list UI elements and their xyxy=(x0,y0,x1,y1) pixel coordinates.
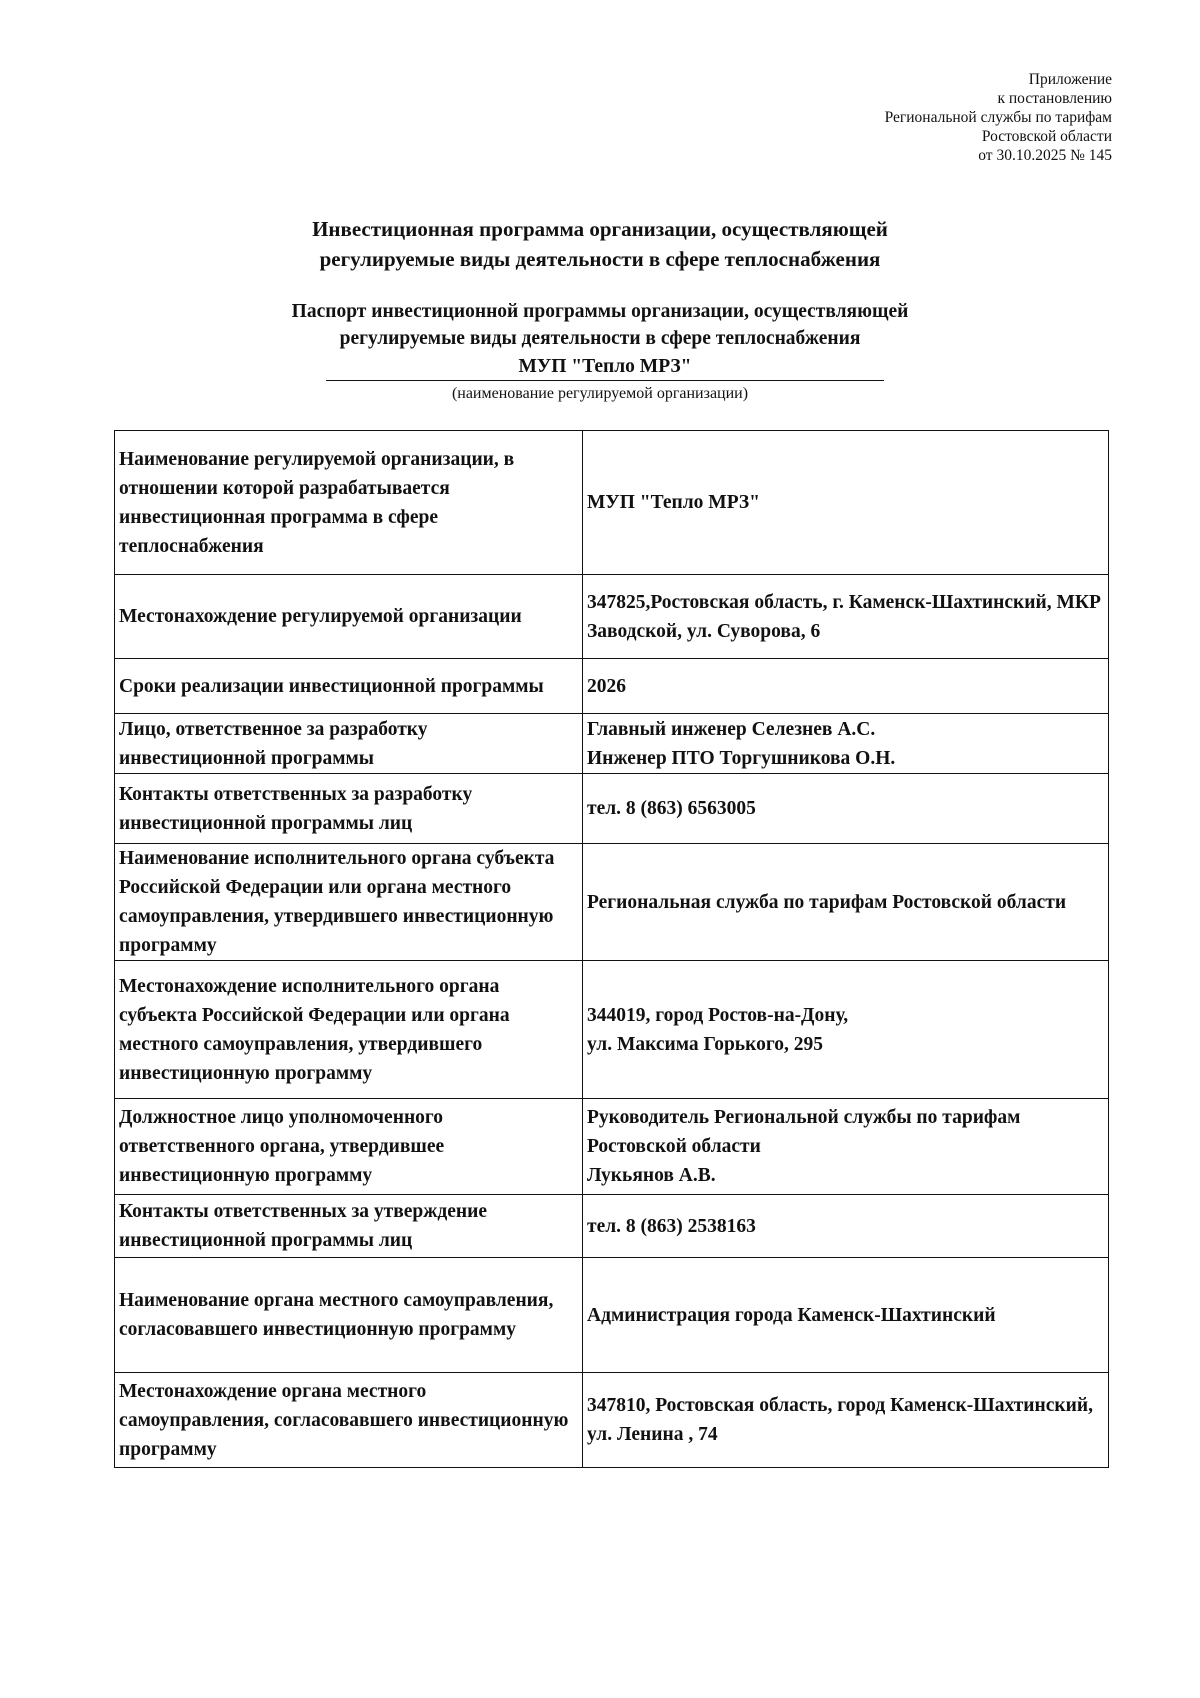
row-value: тел. 8 (863) 6563005 xyxy=(583,774,1109,844)
row-value: Руководитель Региональной службы по тарифам Ростовской области Лукьянов А.В. xyxy=(583,1099,1109,1195)
appendix-line: Приложение xyxy=(1028,71,1112,88)
row-label: Наименование исполнительного органа субъекта Российской Федерации или органа местного самоуправления, утвердившего инвестиционную программу xyxy=(115,844,583,961)
passport-heading xyxy=(0,298,1200,352)
passport-table xyxy=(114,430,1109,1468)
appendix-line: Ростовской области xyxy=(981,128,1112,145)
table-row xyxy=(115,714,1109,774)
row-label: Должностное лицо уполномоченного ответственного органа, утвердившее инвестиционную программу xyxy=(115,1099,583,1195)
table-row xyxy=(115,1258,1109,1373)
title-line-2: регулируемые виды деятельности в сфере теплоснабжения xyxy=(319,247,881,271)
table-row xyxy=(115,1195,1109,1258)
title-line-1: Инвестиционная программа организации, осуществляющей xyxy=(312,217,888,241)
row-value: 347825,Ростовская область, г. Каменск-Шахтинский, МКР Заводской, ул. Суворова, 6 xyxy=(583,575,1109,659)
row-label: Сроки реализации инвестиционной программы xyxy=(115,659,583,714)
appendix-line: от 30.10.2025 № 145 xyxy=(978,147,1112,164)
row-value: Региональная служба по тарифам Ростовской области xyxy=(583,844,1109,961)
table-row xyxy=(115,1099,1109,1195)
table-row xyxy=(115,431,1109,575)
row-label: Местонахождение органа местного самоуправления, согласовавшего инвестиционную программу xyxy=(115,1373,583,1468)
appendix-block xyxy=(885,70,1112,165)
table-row xyxy=(115,575,1109,659)
table-row xyxy=(115,844,1109,961)
row-label: Местонахождение исполнительного органа субъекта Российской Федерации или органа местного самоуправления, утвердившего инвестиционную программу xyxy=(115,961,583,1099)
appendix-line: Региональной службы по тарифам xyxy=(884,109,1112,126)
row-value: 347810, Ростовская область, город Каменск-Шахтинский, ул. Ленина , 74 xyxy=(583,1373,1109,1468)
row-label: Контакты ответственных за разработку инвестиционной программы лиц xyxy=(115,774,583,844)
row-value: МУП "Тепло МРЗ" xyxy=(583,431,1109,575)
organization-name: МУП "Тепло МРЗ" xyxy=(326,354,884,381)
document-title xyxy=(0,214,1200,274)
row-value: Главный инженер Селезнев А.С. Инженер ПТО Торгушникова О.Н. xyxy=(583,714,1109,774)
table-row xyxy=(115,1373,1109,1468)
row-label: Местонахождение регулируемой организации xyxy=(115,575,583,659)
organization-caption: (наименование регулируемой организации) xyxy=(451,385,749,402)
appendix-line: к постановлению xyxy=(997,90,1112,107)
row-label: Контакты ответственных за утверждение инвестиционной программы лиц xyxy=(115,1195,583,1258)
row-label: Наименование органа местного самоуправления, согласовавшего инвестиционную программу xyxy=(115,1258,583,1373)
row-value: Администрация города Каменск-Шахтинский xyxy=(583,1258,1109,1373)
row-label: Наименование регулируемой организации, в отношении которой разрабатывается инвестиционная программа в сфере теплоснабжения xyxy=(115,431,583,575)
table-row xyxy=(115,961,1109,1099)
row-value: 2026 xyxy=(583,659,1109,714)
row-value: 344019, город Ростов-на-Дону, ул. Максима Горького, 295 xyxy=(583,961,1109,1099)
table-row xyxy=(115,659,1109,714)
passport-line-1: Паспорт инвестиционной программы организации, осуществляющей xyxy=(291,301,909,322)
passport-line-2: регулируемые виды деятельности в сфере теплоснабжения xyxy=(339,328,861,349)
table-row xyxy=(115,774,1109,844)
row-label: Лицо, ответственное за разработку инвестиционной программы xyxy=(115,714,583,774)
row-value: тел. 8 (863) 2538163 xyxy=(583,1195,1109,1258)
